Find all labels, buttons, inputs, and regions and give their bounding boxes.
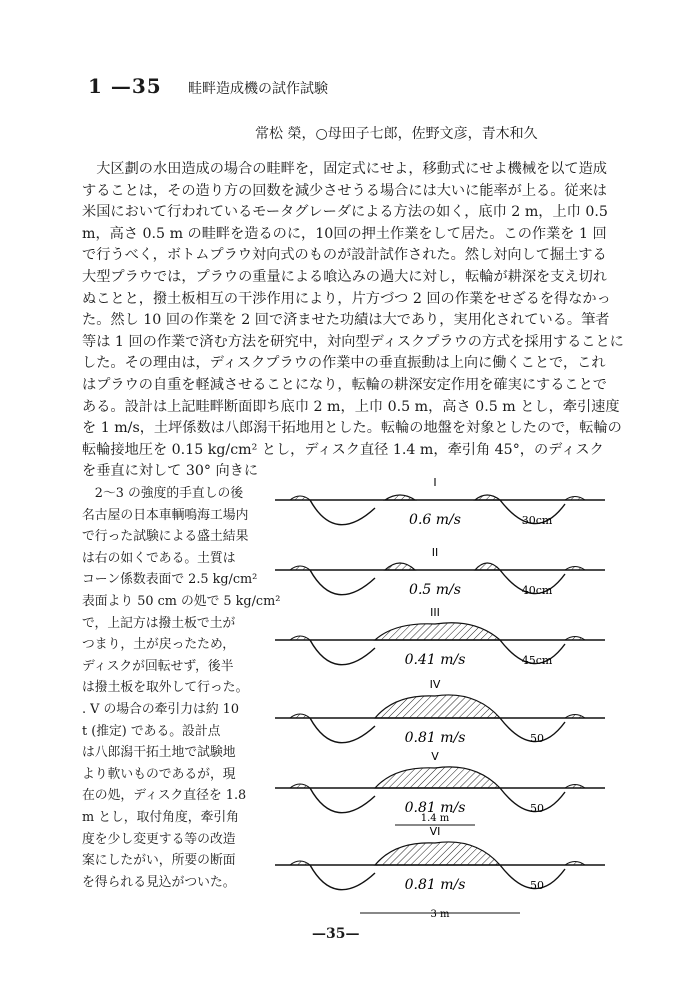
figure-roman-label: III xyxy=(430,606,440,619)
figure-roman-label: I xyxy=(433,476,437,489)
figure-roman-label: VI xyxy=(429,825,441,838)
body-line: 転輪接地圧を 0.15 kg/cm² とし，ディスク直径 1.4 m，牽引角 45°，のディスク xyxy=(82,441,604,458)
depth-label: 50 xyxy=(530,879,544,892)
embankment-cross-section-figures xyxy=(275,470,620,930)
speed-label: 0.81 m/s xyxy=(404,800,466,816)
speed-label: 0.5 m/s xyxy=(409,582,461,598)
figure-roman-label: IV xyxy=(429,678,441,691)
body-line: を 1 m/s，土坪係数は八郎潟干拓地用とした。転輪の地盤を対象としたので，転輪の xyxy=(82,420,622,437)
section-number: 1 —35 xyxy=(88,74,162,98)
left-column-line: を得られる見込がついた。 xyxy=(82,874,236,890)
paper-title: 畦畔造成機の試作試験 xyxy=(188,81,328,97)
embankment-mound xyxy=(375,695,500,718)
speed-label: 0.6 m/s xyxy=(409,512,461,528)
body-line: 大区劃の水田造成の場合の畦畔を，固定式にせよ，移動式にせよ機械を以て造成 xyxy=(82,161,607,177)
side-mound xyxy=(290,714,310,718)
side-mound xyxy=(290,496,310,500)
depth-label: 45cm xyxy=(521,654,553,667)
left-column-line: より軟いものであるが，現 xyxy=(82,766,236,782)
left-furrow xyxy=(310,500,375,525)
side-mound xyxy=(565,715,585,719)
body-line: 米国において行われているモータグレーダによる方法の如く，底巾 2 m，上巾 0.5 xyxy=(82,204,608,221)
body-line: 大型プラウでは，プラウの重量による喰込みの過大に対し，転輪が耕深を支え切れ xyxy=(82,269,607,285)
left-column-line: t (推定) である。設計点 xyxy=(82,723,221,739)
side-mound xyxy=(290,636,310,640)
left-column-line: 2～3 の強度的手直しの後 xyxy=(82,486,244,501)
left-column-line: . V の場合の牽引力は約 10 xyxy=(82,702,239,717)
left-furrow xyxy=(310,718,375,743)
left-column-line: で，上記方は撥土板で土が xyxy=(82,615,236,631)
figure-2 xyxy=(275,546,605,598)
left-column-line: コーン係数表面で 2.5 kg/cm² xyxy=(82,572,258,588)
left-column-line: 在の処，ディスク直径を 1.8 xyxy=(82,788,247,804)
body-line: はプラウの自重を軽減させることになり，転輪の耕深安定作用を確実にすることで xyxy=(82,377,607,393)
depth-label: 50 xyxy=(530,802,544,815)
body-line: で行うべく，ボトムプラウ対向式のものが設計試作された。然し対向して掘土する xyxy=(82,247,607,264)
side-mound xyxy=(565,785,585,789)
speed-label: 0.81 m/s xyxy=(404,877,466,893)
figure-roman-label: V xyxy=(431,750,439,763)
embankment-mound xyxy=(385,563,500,570)
left-column-line: 名古屋の日本車輌鳴海工場内 xyxy=(82,507,249,523)
left-column-line: ディスクが回転せず，後半 xyxy=(82,658,234,674)
left-column-line: で行った試験による盛土結果 xyxy=(82,529,249,545)
left-furrow xyxy=(310,865,375,890)
left-column-line: 度を少し変更する等の改造 xyxy=(82,831,236,847)
side-mound xyxy=(565,497,585,501)
left-furrow xyxy=(310,788,375,813)
left-column-line: は八郎潟干拓土地で試験地 xyxy=(82,745,236,761)
side-mound xyxy=(290,784,310,788)
body-line: た。然し 10 回の作業を 2 回で済ませた功績は大であり，実用化されている。筆者 xyxy=(82,312,610,329)
embankment-mound xyxy=(375,623,500,640)
depth-label: 40cm xyxy=(521,584,553,597)
depth-label: 30cm xyxy=(521,514,553,527)
depth-label: 50 xyxy=(530,732,544,745)
figure-roman-label: II xyxy=(431,546,439,559)
speed-label: 0.81 m/s xyxy=(404,730,466,746)
left-column-line: 表面より 50 cm の処で 5 kg/cm² xyxy=(82,594,281,609)
body-line: することは，その造り方の回数を減少させうる場合には大いに能率が上る。従来は xyxy=(82,182,607,199)
left-column-line: つまり，土が戻ったため， xyxy=(82,637,236,653)
body-line: した。その理由は，ディスクプラウの作業中の垂直振動は上向に働くことで，これ xyxy=(82,355,606,372)
left-furrow xyxy=(310,570,375,595)
page-number: —35— xyxy=(312,926,360,942)
left-column-line: m とし，取付角度，牽引角 xyxy=(82,810,239,825)
top-width-label: 1.4 m xyxy=(420,813,450,824)
side-mound xyxy=(565,637,585,641)
bottom-width-label: 3 m xyxy=(430,909,450,920)
body-line: ぬことと，撥土板相互の干渉作用により，片方づつ 2 回の作業をせざるを得なかっ xyxy=(82,290,611,307)
side-mound xyxy=(565,567,585,571)
left-furrow xyxy=(310,640,375,665)
figure-5 xyxy=(275,750,605,816)
body-line: m，高さ 0.5 m の畦畔を造るのに，10回の押土作業をして居た。この作業を 1 回 xyxy=(82,225,607,242)
body-line: を垂直に対して 30° 向きに xyxy=(82,463,259,480)
embankment-mound xyxy=(375,842,500,865)
embankment-mound xyxy=(375,767,500,788)
author-list: 常松 榮，○母田子七郎，佐野文彦，青木和久 xyxy=(255,126,538,142)
figure-1 xyxy=(275,476,605,528)
body-line: 等は 1 回の作業で済む方法を研究中，対向型ディスクプラウの方式を採用することに xyxy=(82,333,624,350)
side-mound xyxy=(290,861,310,865)
body-line: ある。設計は上記畦畔断面即ち底巾 2 m，上巾 0.5 m，高さ 0.5 m とし，牽引速度 xyxy=(82,398,620,415)
left-column-line: 案にしたがい，所要の断面 xyxy=(82,853,236,869)
left-column-line: は撥土板を取外して行った。 xyxy=(82,680,249,696)
figure-3 xyxy=(275,606,605,668)
speed-label: 0.41 m/s xyxy=(404,652,466,668)
left-column-line: は右の如くである。土質は xyxy=(82,550,236,566)
side-mound xyxy=(565,862,585,866)
figure-6 xyxy=(275,813,605,920)
figure-4 xyxy=(275,678,605,746)
side-mound xyxy=(290,566,310,570)
